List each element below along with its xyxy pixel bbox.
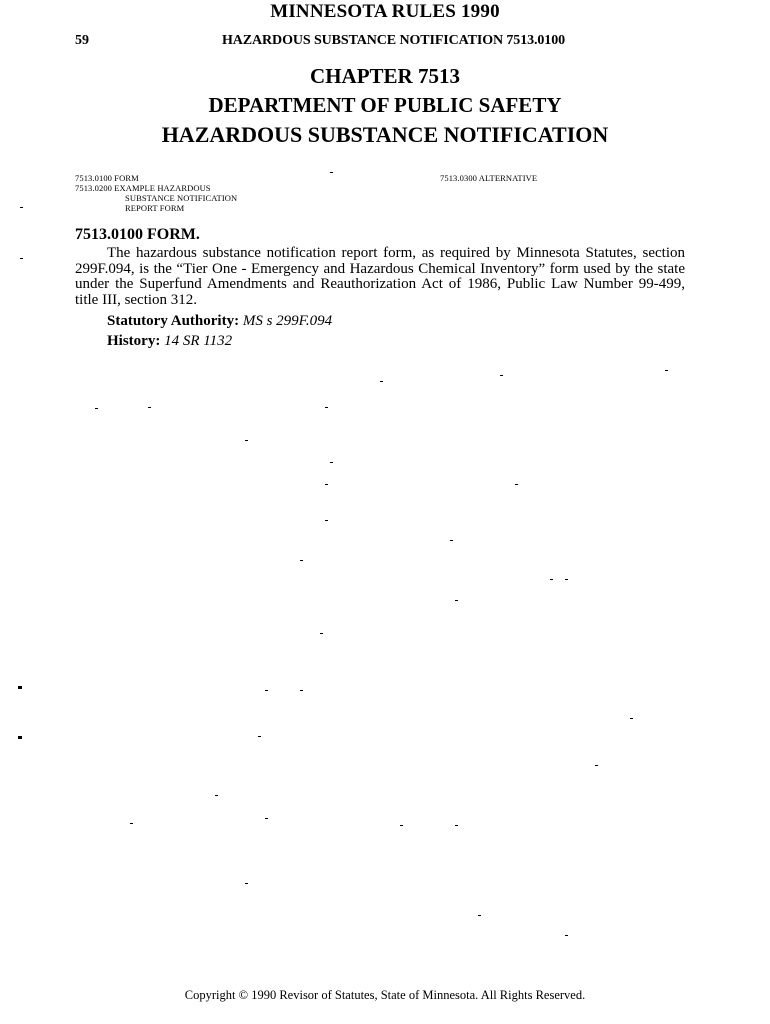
section-body: The hazardous substance notification report form, as required by Minnesota Statutes, section 299F.094, is the “Tier One - Emergency and Hazardous Chemical Inventory” form used by the state under the Superfund Amendments and Reauthorization Act of 1986, Public Law Number 99-499, title III, section 312. [75,245,685,308]
toc-right-column [440,173,537,183]
history [107,333,232,350]
header-section-label: HAZARDOUS SUBSTANCE NOTIFICATION 7513.0100 [222,33,565,48]
toc-entry: 7513.0200 EXAMPLE HAZARDOUS [75,183,211,193]
toc-entry: 7513.0300 ALTERNATIVE [440,173,538,183]
department-name: DEPARTMENT OF PUBLIC SAFETY [208,93,562,117]
chapter-subject: HAZARDOUS SUBSTANCE NOTIFICATION [161,122,609,147]
chapter-number: CHAPTER 7513 [310,64,460,88]
toc-left-column [75,173,237,213]
section-heading: 7513.0100 FORM. [75,226,200,243]
history-label: History: [107,333,161,349]
toc-entry: 7513.0100 FORM [75,173,139,183]
copyright-notice: Copyright © 1990 Revisor of Statutes, State of Minnesota. All Rights Reserved. [184,988,586,1002]
toc-entry-continuation: SUBSTANCE NOTIFICATION [125,193,238,203]
page-number: 59 [75,33,89,48]
statutory-authority-label: Statutory Authority: [107,313,240,329]
statutory-authority [107,313,332,330]
running-title: MINNESOTA RULES 1990 [270,1,500,22]
statutory-authority-value: MS s 299F.094 [242,313,333,329]
toc-entry-continuation: REPORT FORM [125,203,185,213]
history-value: 14 SR 1132 [164,333,233,349]
